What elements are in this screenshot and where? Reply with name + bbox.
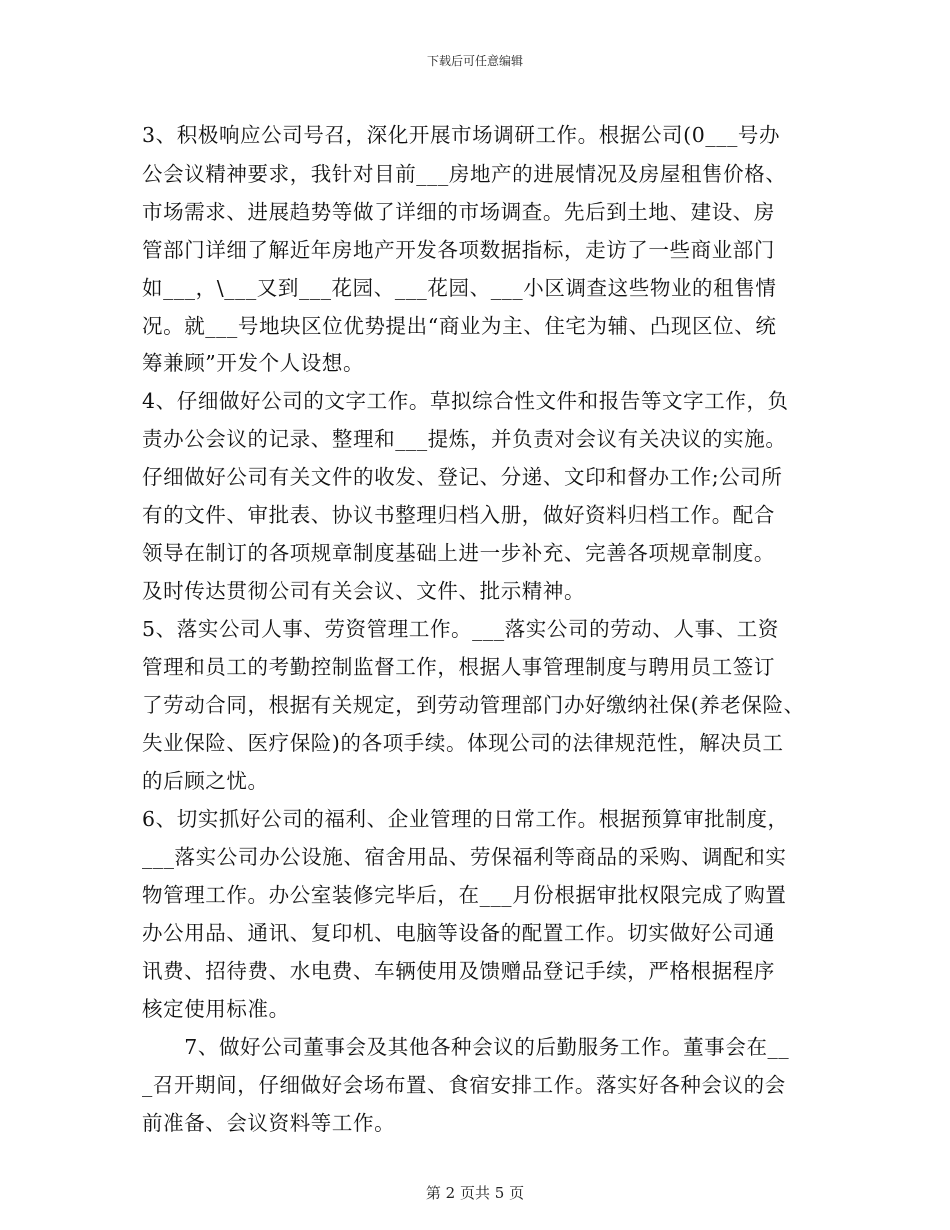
text-line: 6、切实抓好公司的福利、企业管理的日常工作。根据预算审批制度， [142, 807, 789, 831]
text-line: 失业保险、医疗保险)的各项手续。体现公司的法律规范性，解决员工 [142, 731, 784, 755]
text-line: 及时传达贯彻公司有关会议、文件、批示精神。 [142, 579, 586, 603]
text-line: 5、落实公司人事、劳资管理工作。___落实公司的劳动、人事、工资 [142, 617, 779, 641]
text-line: 仔细做好公司有关文件的收发、登记、分递、文印和督办工作;公司所 [142, 465, 783, 489]
text-line: 了劳动合同，根据有关规定，到劳动管理部门办好缴纳社保(养老保险、 [142, 693, 805, 717]
text-line: 4、仔细做好公司的文字工作。草拟综合性文件和报告等文字工作，负 [142, 389, 789, 413]
text-line: 核定使用标准。 [142, 997, 290, 1021]
text-line: 责办公会议的记录、整理和___提炼，并负责对会议有关决议的实施。 [142, 427, 787, 451]
text-line: 办公用品、通讯、复印机、电脑等设备的配置工作。切实做好公司通 [142, 921, 775, 945]
text-line: 7、做好公司董事会及其他各种会议的后勤服务工作。董事会在__ [142, 1035, 790, 1059]
text-line: _召开期间，仔细做好会场布置、食宿安排工作。落实好各种会议的会 [142, 1073, 786, 1097]
page-footer: 第 2 页共 5 页 [425, 1184, 525, 1202]
text-line: 前准备、会议资料等工作。 [142, 1111, 396, 1135]
text-line: 管理和员工的考勤控制监督工作，根据人事管理制度与聘用员工签订 [142, 655, 775, 679]
text-line: 讯费、招待费、水电费、车辆使用及馈赠品登记手续，严格根据程序 [142, 959, 775, 983]
text-line: 有的文件、审批表、协议书整理归档入册，做好资料归档工作。配合 [142, 503, 775, 527]
text-line: 管部门详细了解近年房地产开发各项数据指标，走访了一些商业部门 [142, 238, 775, 262]
text-line: 如___，\___又到___花园、___花园、___小区调查这些物业的租售情 [142, 276, 777, 300]
page-header: 下载后可任意编辑 [426, 54, 523, 68]
text-line: ___落实公司办公设施、宿舍用品、劳保福利等商品的采购、调配和实 [142, 845, 787, 869]
text-line: 筹兼顾”开发个人设想。 [142, 351, 365, 375]
text-line: 物管理工作。办公室装修完毕后，在___月份根据审批权限完成了购置 [142, 883, 787, 907]
text-line: 市场需求、进展趋势等做了详细的市场调查。先后到土地、建设、房 [142, 200, 775, 224]
text-line: 的后顾之忧。 [142, 769, 269, 793]
text-line: 公会议精神要求，我针对目前___房地产的进展情况及房屋租售价格、 [142, 162, 787, 186]
text-line: 况。就___号地块区位优势提出“商业为主、住宅为辅、凸现区位、统 [142, 314, 777, 338]
text-line: 领导在制订的各项规章制度基础上进一步补充、完善各项规章制度。 [142, 541, 775, 565]
text-line: 3、积极响应公司号召，深化开展市场调研工作。根据公司(0___号办 [142, 123, 781, 147]
